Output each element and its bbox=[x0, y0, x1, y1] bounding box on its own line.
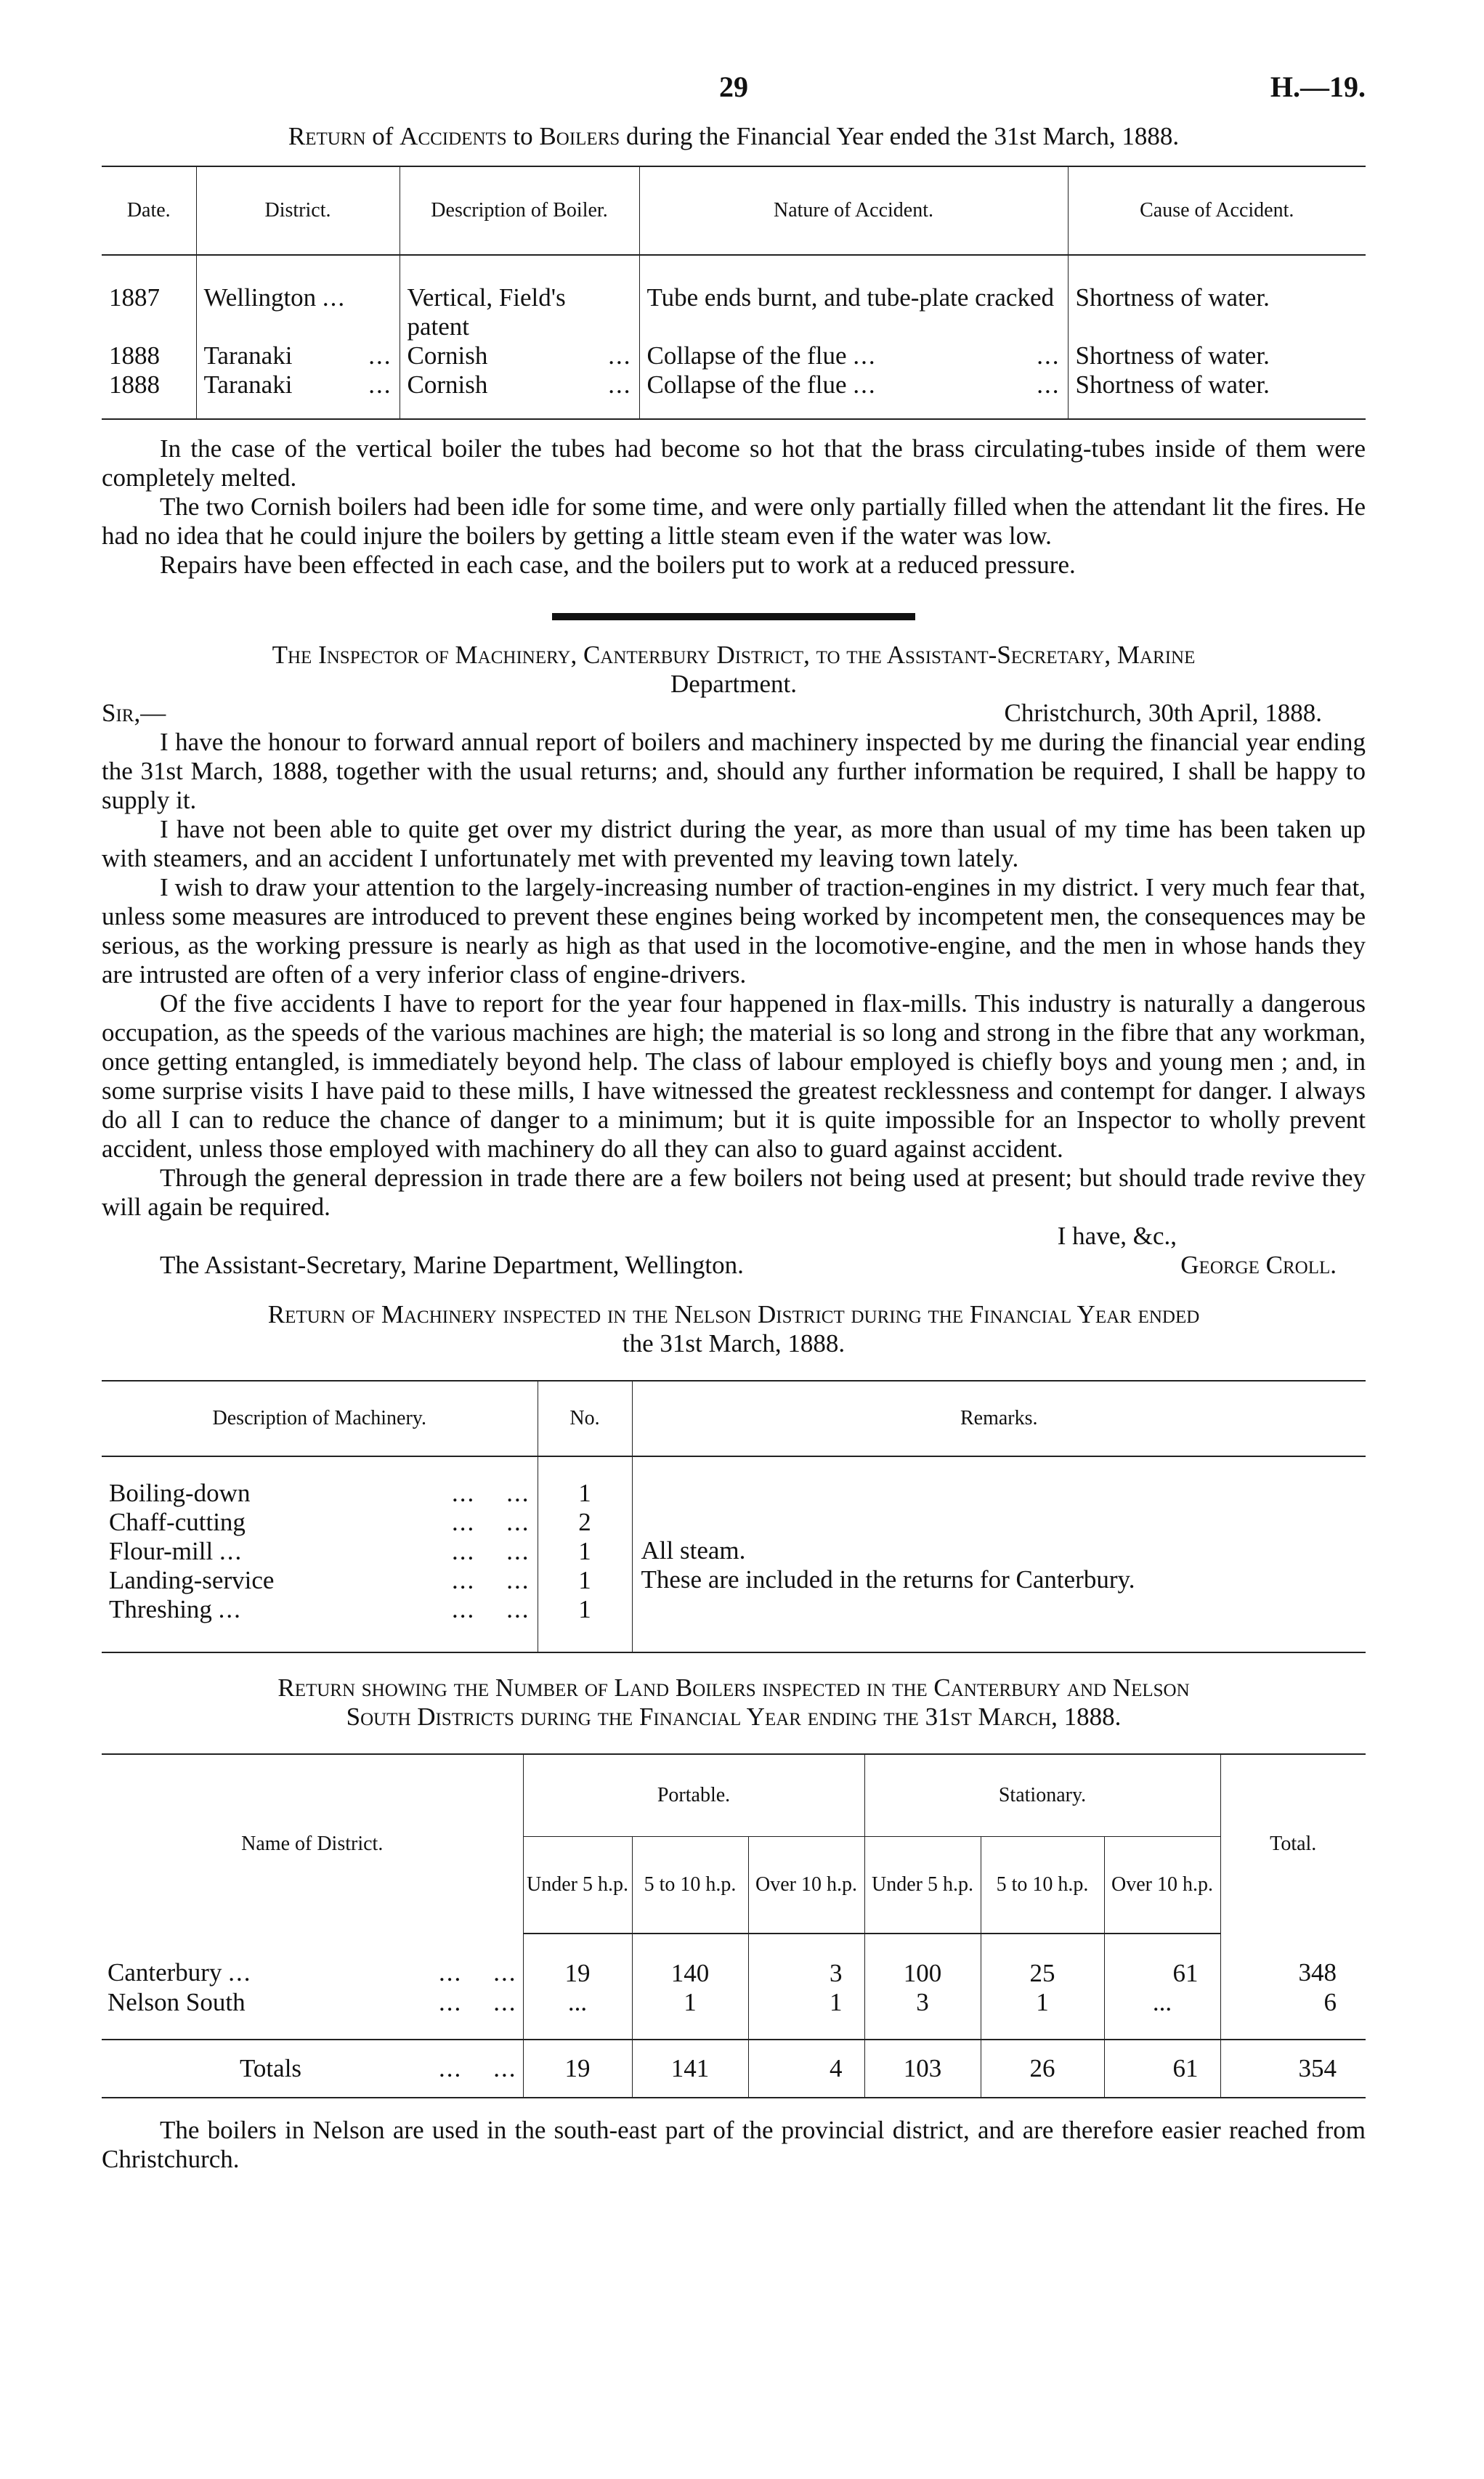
col-description: Description of Machinery. bbox=[102, 1381, 538, 1456]
table-row: 1888 Taranaki ... Cornish ... Collapse of the flue ... ... Shortness of water. bbox=[102, 341, 1366, 370]
section-divider bbox=[552, 613, 915, 620]
letter-paragraph: Of the five accidents I have to report for the year four happened in flax-mills. This industry is naturally a dangerous occupation, as the speeds of the various machines are high; the material is so long and strong in the fibre that any workman, once getting entangled, is immediately beyond help. The class of labour employed is chiefly boys and young men ; and, in some surprise visits I have paid to these mills, I have witnessed the greatest recklessness and contempt for danger. I always do all I can to reduce the chance of danger to a minimum; but it is quite impossible for an Inspector to wholly prevent accident, unless those employed with machinery do all they can also to guard against accident. bbox=[102, 989, 1366, 1163]
col-portable-under-5: Under 5 h.p. bbox=[523, 1837, 632, 1934]
note-paragraph: The two Cornish boilers had been idle for some time, and were only partially filled when the attendant lit the fires. He had no idea that he could injure the boilers by getting a little steam even if the water was low. bbox=[102, 492, 1366, 550]
col-total: Total. bbox=[1220, 1754, 1366, 1934]
machinery-title: Return of Machinery inspected in the Nelson District during the Financial Year ended bbox=[267, 1300, 1200, 1328]
letter bbox=[102, 641, 1366, 1280]
table-row: 1887 Wellington ... Vertical, Field's patent Tube ends burnt, and tube-plate cracked Shortness of water. bbox=[102, 255, 1366, 341]
note-paragraph: Repairs have been effected in each case, and the boilers put to work at a reduced pressure. bbox=[160, 551, 1076, 579]
letter-paragraph: I have not been able to quite get over my district during the year, as more than usual of my time has been taken up with steamers, and an accident I unfortunately met with prevented my leaving town lately. bbox=[102, 815, 1366, 872]
totals-row: Totals ... ... 19 141 4 103 26 61 354 bbox=[102, 2040, 1366, 2098]
salutation-line bbox=[102, 699, 1366, 728]
table-row: Boiling-down ... ... 1 All steam. These are included in the returns for Canterbury. bbox=[102, 1456, 1366, 1508]
place-date: Christchurch, 30th April, 1888. bbox=[1004, 699, 1322, 727]
col-nature: Nature of Accident. bbox=[639, 166, 1068, 255]
footer-note: The boilers in Nelson are used in the south-east part of the provincial district, and are therefore easier reached from Christchurch. bbox=[102, 2116, 1366, 2173]
accidents-table bbox=[102, 166, 1366, 420]
table-row: Canterbury ... ... ... 19 140 3 100 25 61 348 bbox=[102, 1934, 1366, 1988]
col-district: District. bbox=[196, 166, 400, 255]
table-row: Threshing ... ... ... 1 bbox=[102, 1595, 1366, 1652]
accident-notes bbox=[102, 434, 1366, 580]
accidents-title: Return of Accidents to Boilers during the Financial Year ended the 31st March, 1888. bbox=[288, 122, 1180, 150]
letter-heading-cont: Department. bbox=[670, 670, 797, 698]
signature: George Croll. bbox=[1180, 1251, 1337, 1279]
closing: I have, &c., bbox=[1057, 1222, 1177, 1250]
letter-paragraph: I wish to draw your attention to the largely-increasing number of traction-engines in my district. I very much fear that, unless some measures are introduced to prevent these engines being worked by incompetent men, the consequences may be serious, as the working pressure is nearly as high as that used in the locomotive-engine, and the men in whose hands they are intrusted are often of a very inferior class of engine-drivers. bbox=[102, 873, 1366, 989]
machinery-remarks: All steam. These are included in the returns for Canterbury. bbox=[632, 1456, 1366, 1652]
col-no: No. bbox=[538, 1381, 632, 1456]
col-stationary-5-10: 5 to 10 h.p. bbox=[981, 1837, 1104, 1934]
table-row: Chaff-cutting ... ... 2 bbox=[102, 1508, 1366, 1537]
machinery-section bbox=[102, 1300, 1366, 1653]
addressee: The Assistant-Secretary, Marine Department, Wellington. bbox=[160, 1251, 744, 1279]
land-boilers-title-cont: South Districts during the Financial Year ending the 31st March, 1888. bbox=[346, 1703, 1122, 1731]
col-district-name: Name of District. bbox=[241, 1833, 384, 1855]
col-cause: Cause of Accident. bbox=[1068, 166, 1366, 255]
col-remarks: Remarks. bbox=[632, 1381, 1366, 1456]
page-number: 29 bbox=[719, 70, 748, 103]
col-portable-over-10: Over 10 h.p. bbox=[748, 1837, 864, 1934]
land-boilers-title: Return showing the Number of Land Boilers inspected in the Canterbury and Nelson bbox=[277, 1673, 1190, 1702]
group-portable: Portable. bbox=[523, 1754, 864, 1837]
col-description: Description of Boiler. bbox=[400, 166, 639, 255]
machinery-title-cont: the 31st March, 1888. bbox=[622, 1329, 846, 1358]
machinery-table bbox=[102, 1380, 1366, 1653]
col-date: Date. bbox=[102, 166, 196, 255]
letter-heading: The Inspector of Machinery, Canterbury District, to the Assistant-Secretary, Marine bbox=[272, 641, 1196, 669]
note-paragraph: In the case of the vertical boiler the tubes had become so hot that the brass circulating-tubes inside of them were completely melted. bbox=[102, 434, 1366, 492]
land-boilers-table bbox=[102, 1753, 1366, 2098]
col-portable-5-10: 5 to 10 h.p. bbox=[632, 1837, 748, 1934]
salutation: Sir,— bbox=[102, 699, 166, 727]
table-row: 1888 Taranaki ... Cornish ... Collapse of the flue ... ... Shortness of water. bbox=[102, 370, 1366, 419]
letter-paragraph: Through the general depression in trade there are a few boilers not being used at present; but should trade revive they will again be required. bbox=[102, 1164, 1366, 1221]
col-stationary-over-10: Over 10 h.p. bbox=[1104, 1837, 1220, 1934]
table-row: Nelson South ... ... ... 1 1 3 1 ... 6 bbox=[102, 1988, 1366, 2040]
addressee-line bbox=[102, 1251, 1366, 1280]
table-row: Landing-service ... ... 1 bbox=[102, 1566, 1366, 1595]
land-boilers-section bbox=[102, 1673, 1366, 2098]
group-stationary: Stationary. bbox=[864, 1754, 1220, 1837]
page-header bbox=[102, 70, 1366, 116]
document-page bbox=[102, 70, 1366, 2174]
letter-paragraph: I have the honour to forward annual report of boilers and machinery inspected by me during the financial year ending the 31st March, 1888, together with the usual returns; and, should any further information be required, I shall be happy to supply it. bbox=[102, 728, 1366, 814]
table-row: Flour-mill ... ... ... 1 bbox=[102, 1537, 1366, 1566]
col-stationary-under-5: Under 5 h.p. bbox=[864, 1837, 981, 1934]
document-reference: H.—19. bbox=[1270, 70, 1366, 103]
